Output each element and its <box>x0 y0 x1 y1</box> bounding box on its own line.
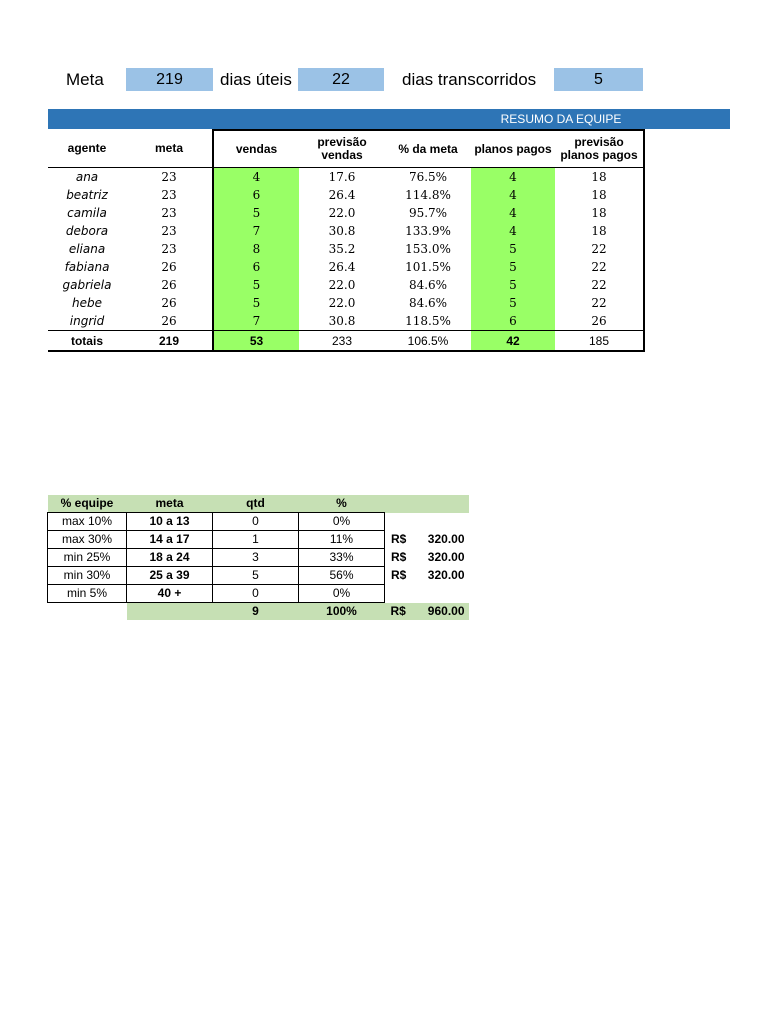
dist-total-blank <box>48 603 127 621</box>
dist-currency: R$ <box>391 532 407 546</box>
agent-previsao-planos: 18 <box>555 168 644 187</box>
col-agente: agente <box>48 130 126 168</box>
agent-vendas: 5 <box>213 204 299 222</box>
summary-row <box>48 240 644 258</box>
agent-pct-meta: 114.8% <box>405 188 451 202</box>
col-previsao-vendas: previsão vendas <box>299 130 385 168</box>
dist-meta-range: 40 + <box>127 585 213 603</box>
dist-currency <box>385 513 417 531</box>
col-planos-pagos: planos pagos <box>471 130 555 168</box>
dist-meta-range: 18 a 24 <box>127 549 213 567</box>
totals-previsao-vendas: 233 <box>299 331 385 352</box>
meta-value[interactable]: 219 <box>126 68 213 91</box>
agent-planos-pagos: 4 <box>471 186 555 204</box>
dias-uteis-value[interactable]: 22 <box>298 68 384 91</box>
agent-planos-pagos: 5 <box>471 258 555 276</box>
agent-meta: 26 <box>161 278 177 292</box>
agent-previsao-vendas: 22.0 <box>328 278 356 292</box>
distribution-row <box>48 549 469 567</box>
totals-label: totais <box>48 331 126 352</box>
agent-planos-pagos: 5 <box>471 240 555 258</box>
agent-previsao-planos: 22 <box>555 294 644 312</box>
agent-previsao-vendas: 30.8 <box>328 224 356 238</box>
totals-pct-meta: 106.5% <box>385 331 471 352</box>
dist-qtd: 0 <box>213 585 299 603</box>
agent-meta: 23 <box>161 242 177 256</box>
dist-pct: 11% <box>299 531 385 549</box>
distribution-totals-row <box>48 603 469 621</box>
agent-previsao-vendas: 35.2 <box>328 242 356 256</box>
agent-planos-pagos: 5 <box>471 276 555 294</box>
agent-planos-pagos: 4 <box>471 168 555 187</box>
agent-name: gabriela <box>62 278 112 292</box>
summary-totals-row <box>48 331 644 352</box>
col-pct: % <box>299 495 385 513</box>
totals-vendas: 53 <box>213 331 299 352</box>
distribution-header-row <box>48 495 469 513</box>
agent-pct-meta: 84.6% <box>408 296 448 310</box>
dias-transcorridos-label: dias transcorridos <box>402 70 537 89</box>
dist-qtd: 1 <box>213 531 299 549</box>
agent-planos-pagos: 4 <box>471 222 555 240</box>
dist-pct-equipe: min 5% <box>48 585 127 603</box>
dist-amount: 320.00 <box>427 568 465 582</box>
agent-meta: 23 <box>161 206 177 220</box>
distribution-row <box>48 513 469 531</box>
dist-meta-range: 25 a 39 <box>127 567 213 585</box>
agent-name: debora <box>65 224 109 238</box>
agent-vendas: 7 <box>213 222 299 240</box>
agent-name: eliana <box>68 242 106 256</box>
agent-planos-pagos: 6 <box>471 312 555 331</box>
agent-name: ana <box>75 170 99 184</box>
agent-previsao-vendas: 26.4 <box>328 260 356 274</box>
agent-previsao-planos: 18 <box>555 204 644 222</box>
dist-pct-equipe: max 10% <box>48 513 127 531</box>
col-pct-equipe: % equipe <box>48 495 127 513</box>
dist-currency: R$ <box>391 568 407 582</box>
agent-previsao-vendas: 26.4 <box>328 188 356 202</box>
agent-pct-meta: 118.5% <box>405 314 451 328</box>
col-pct-meta: % da meta <box>385 130 471 168</box>
agent-pct-meta: 76.5% <box>408 170 448 184</box>
agent-meta: 26 <box>161 296 177 310</box>
dist-pct: 0% <box>299 513 385 531</box>
dist-total-meta-blank <box>127 603 213 621</box>
agent-vendas: 5 <box>213 276 299 294</box>
agent-previsao-planos: 26 <box>555 312 644 331</box>
summary-title: RESUMO DA EQUIPE <box>500 112 622 126</box>
agent-vendas: 6 <box>213 258 299 276</box>
dist-amount <box>417 585 469 603</box>
agent-vendas: 8 <box>213 240 299 258</box>
dist-pct: 33% <box>299 549 385 567</box>
col-meta: meta <box>126 130 213 168</box>
distribution-row <box>48 531 469 549</box>
dist-pct-equipe: min 30% <box>48 567 127 585</box>
distribution-row <box>48 585 469 603</box>
summary-row <box>48 186 644 204</box>
dias-transcorridos-value[interactable]: 5 <box>554 68 643 91</box>
team-summary-table <box>48 129 645 352</box>
agent-vendas: 7 <box>213 312 299 331</box>
agent-pct-meta: 101.5% <box>405 260 451 274</box>
agent-name: hebe <box>72 296 102 310</box>
agent-previsao-planos: 22 <box>555 276 644 294</box>
meta-label: Meta <box>66 70 104 89</box>
agent-previsao-planos: 18 <box>555 222 644 240</box>
dist-currency: R$ <box>391 550 407 564</box>
summary-row <box>48 312 644 331</box>
dias-uteis-label: dias úteis <box>220 70 292 89</box>
dist-total-amount: 960.00 <box>417 603 469 621</box>
totals-meta: 219 <box>126 331 213 352</box>
dist-total-currency: R$ <box>385 603 417 621</box>
agent-previsao-planos: 22 <box>555 240 644 258</box>
summary-header-row <box>48 130 644 168</box>
agent-name: ingrid <box>69 314 105 328</box>
agent-pct-meta: 133.9% <box>405 224 451 238</box>
dist-amount: 320.00 <box>427 532 465 546</box>
totals-planos-pagos: 42 <box>471 331 555 352</box>
dist-amount: 320.00 <box>427 550 465 564</box>
distribution-row <box>48 567 469 585</box>
agent-meta: 26 <box>161 314 177 328</box>
agent-planos-pagos: 5 <box>471 294 555 312</box>
col-currency-blank <box>385 495 417 513</box>
agent-meta: 23 <box>161 188 177 202</box>
summary-row <box>48 168 644 187</box>
summary-banner <box>48 109 730 129</box>
dist-amount <box>417 513 469 531</box>
agent-meta: 23 <box>161 224 177 238</box>
summary-row <box>48 204 644 222</box>
summary-row <box>48 276 644 294</box>
summary-row <box>48 258 644 276</box>
totals-previsao-planos: 185 <box>555 331 644 352</box>
agent-name: fabiana <box>64 260 110 274</box>
dist-meta-range: 10 a 13 <box>127 513 213 531</box>
dist-qtd: 5 <box>213 567 299 585</box>
agent-name: camila <box>67 206 107 220</box>
dist-currency <box>385 585 417 603</box>
dist-meta-range: 14 a 17 <box>127 531 213 549</box>
dist-pct-equipe: max 30% <box>48 531 127 549</box>
dist-pct: 0% <box>299 585 385 603</box>
agent-vendas: 4 <box>213 168 299 187</box>
distribution-table <box>47 495 469 620</box>
agent-planos-pagos: 4 <box>471 204 555 222</box>
col-vendas: vendas <box>213 130 299 168</box>
col-amount-blank <box>417 495 469 513</box>
dist-qtd: 3 <box>213 549 299 567</box>
agent-previsao-vendas: 30.8 <box>328 314 356 328</box>
agent-vendas: 6 <box>213 186 299 204</box>
agent-pct-meta: 153.0% <box>405 242 451 256</box>
col-qtd: qtd <box>213 495 299 513</box>
col-previsao-planos-pagos: previsão planos pagos <box>555 130 644 168</box>
dist-total-pct: 100% <box>299 603 385 621</box>
agent-meta: 26 <box>161 260 177 274</box>
agent-previsao-vendas: 22.0 <box>328 296 356 310</box>
summary-row <box>48 222 644 240</box>
dist-pct: 56% <box>299 567 385 585</box>
agent-name: beatriz <box>66 188 108 202</box>
agent-meta: 23 <box>161 170 177 184</box>
dist-qtd: 0 <box>213 513 299 531</box>
agent-pct-meta: 84.6% <box>408 278 448 292</box>
col-dist-meta: meta <box>127 495 213 513</box>
agent-previsao-planos: 22 <box>555 258 644 276</box>
agent-pct-meta: 95.7% <box>408 206 448 220</box>
agent-previsao-planos: 18 <box>555 186 644 204</box>
agent-previsao-vendas: 17.6 <box>328 170 356 184</box>
agent-previsao-vendas: 22.0 <box>328 206 356 220</box>
summary-row <box>48 294 644 312</box>
dist-total-qtd: 9 <box>213 603 299 621</box>
dist-pct-equipe: min 25% <box>48 549 127 567</box>
agent-vendas: 5 <box>213 294 299 312</box>
